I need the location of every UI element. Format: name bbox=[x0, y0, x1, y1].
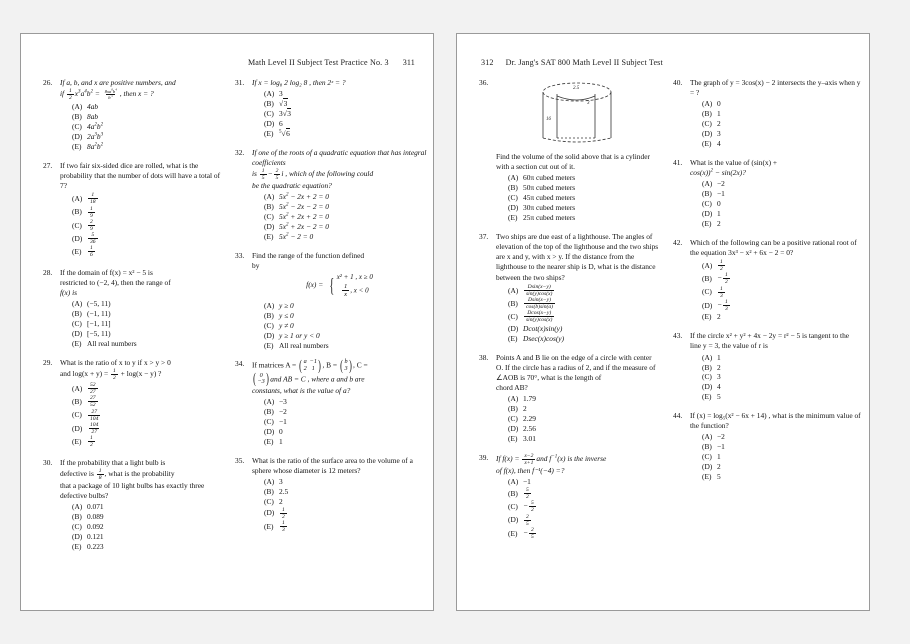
figure-label-side: 16 bbox=[546, 117, 551, 122]
stem-post: , then x = ? bbox=[119, 89, 154, 99]
choice-b[interactable]: (B) −1 bbox=[702, 442, 725, 452]
choice-c[interactable]: (C) [−1, 11] bbox=[72, 319, 111, 329]
choice-d[interactable]: (D) $\frac{2}{5}$ bbox=[508, 513, 529, 527]
question-number: 26. bbox=[43, 78, 53, 87]
choice-c[interactable]: (C) 0 bbox=[702, 199, 721, 209]
question-number: 31. bbox=[235, 78, 245, 87]
question-stem: Which of the following can be a positive rational root of the equation 3x³ − x² + 6x − 2 = 0? bbox=[690, 237, 857, 257]
choice-d[interactable]: (D) y ≥ 1 or y < 0 bbox=[264, 330, 320, 340]
question-stem bbox=[252, 359, 427, 372]
question-44 bbox=[673, 411, 861, 482]
choice-e[interactable]: (E) $5x^2 - 2 = 0$ bbox=[264, 231, 314, 241]
choice-d[interactable]: (D) $\frac{104}{27}$ bbox=[72, 421, 99, 435]
question-number: 39. bbox=[479, 452, 489, 462]
choice-d[interactable]: (D) 2 bbox=[702, 462, 721, 472]
choice-list bbox=[690, 179, 861, 228]
question-stem: What is the ratio of the surface area to the volume of a sphere whose diameter is 12 meters? bbox=[252, 455, 413, 475]
choice-e[interactable]: (E) 25π cubed meters bbox=[508, 212, 576, 222]
question-number: 36. bbox=[479, 78, 489, 87]
choice-b[interactable]: (B) − $\frac{1}{2}$ bbox=[702, 272, 728, 286]
right-page-columns bbox=[457, 78, 869, 604]
question-stem: The graph of y = 3cos(x) − 2 intersects the y–axis when y = ? bbox=[690, 78, 861, 98]
choice-b[interactable]: (B) 1 bbox=[702, 109, 721, 119]
stem-pre: If matrices A = bbox=[252, 360, 297, 370]
stem-pre: if bbox=[60, 89, 65, 99]
choice-a[interactable]: (A) 1 bbox=[702, 352, 721, 362]
question-stem: If x = log₈ 2 log₂ 8 , then 2ˣ = ? bbox=[252, 78, 346, 87]
question-stem-line2: of f(x), then f⁻¹(−4) =? bbox=[496, 465, 565, 475]
stem-post: , what is the probability bbox=[104, 468, 175, 478]
question-stem-line2: cos(x))$^2$ − sin(2x)? bbox=[690, 168, 746, 178]
stem-pre: defective is bbox=[60, 468, 94, 478]
choice-a[interactable]: (A) 0 bbox=[702, 99, 721, 109]
piecewise-function-definition: f(x) = { x² + 1 , x ≥ 0 $\frac{1}{x}$ , x < 0 bbox=[306, 273, 373, 298]
question-number: 33. bbox=[235, 250, 245, 260]
question-29 bbox=[43, 358, 223, 449]
choice-d[interactable]: (D) − $\frac{1}{3}$ bbox=[702, 299, 728, 313]
choice-b[interactable]: (B) −2 bbox=[264, 406, 287, 416]
left-page bbox=[20, 33, 434, 611]
choice-list bbox=[252, 397, 427, 446]
choice-list bbox=[60, 382, 223, 448]
question-stem-line3: constants, what is the value of a? bbox=[252, 385, 351, 395]
question-stem-line2: defective is $\frac{1}{8}$ , what is the probability bbox=[60, 467, 175, 481]
question-stem: If a, b, and x are positive numbers, and bbox=[60, 78, 176, 87]
question-number: 42. bbox=[673, 237, 683, 247]
question-stem-line3: that a package of 10 light bulbs has exactly three defective bulbs? bbox=[60, 480, 205, 500]
choice-d[interactable]: (D) 1 bbox=[702, 208, 721, 218]
question-38 bbox=[479, 353, 659, 444]
matrix-a: ( a −1 2 1 ) bbox=[299, 357, 322, 374]
question-number: 28. bbox=[43, 267, 53, 277]
function-lhs: f(x) = bbox=[306, 280, 324, 290]
choice-a[interactable]: (A) 0.071 bbox=[72, 502, 104, 512]
running-head-title: Dr. Jang's SAT 800 Math Level II Subject Test bbox=[505, 58, 663, 67]
choice-b[interactable]: (B) $\frac{5}{2}$ bbox=[508, 486, 529, 500]
choice-d[interactable]: (D) 30π cubed meters bbox=[508, 203, 576, 213]
choice-d[interactable]: (D) 2.56 bbox=[508, 424, 536, 434]
folio-number: 311 bbox=[402, 58, 415, 67]
question-number: 40. bbox=[673, 78, 683, 87]
choice-d[interactable]: (D) $2a^3b^3$ bbox=[72, 131, 104, 141]
choice-b[interactable]: (B) (−1, 11) bbox=[72, 309, 111, 319]
question-number: 32. bbox=[235, 147, 245, 157]
choice-c[interactable]: (C) 0.092 bbox=[72, 521, 104, 531]
choice-a[interactable]: (A) 1.79 bbox=[508, 394, 536, 404]
choice-e[interactable]: (E) All real numbers bbox=[72, 338, 137, 348]
piece-line-2: $\frac{1}{x}$ , x < 0 bbox=[343, 282, 369, 298]
choice-b[interactable]: (B) 50π cubed meters bbox=[508, 183, 576, 193]
choice-c[interactable]: (C) 45π cubed meters bbox=[508, 193, 576, 203]
question-30 bbox=[43, 458, 223, 552]
choice-a[interactable]: (A) −3 bbox=[264, 397, 287, 407]
choice-list bbox=[252, 301, 427, 350]
choice-b[interactable]: (B) 2 bbox=[702, 362, 721, 372]
question-stem-line2: if $\frac{1}{2}$ $x^3a^4b^2$ = $\frac{8xa^6b^4}{b^{-2}}$ , then x = ? bbox=[60, 87, 154, 102]
choice-e[interactable]: (E) $^5$√6 bbox=[264, 128, 290, 138]
choice-c[interactable]: (C) $\frac{2}{9}$ bbox=[72, 218, 93, 232]
question-stem: If the probability that a light bulb is bbox=[60, 457, 166, 467]
choice-a[interactable]: (A) $\frac{52}{27}$ bbox=[72, 382, 96, 396]
choice-b[interactable]: (B) 8ab bbox=[72, 112, 99, 122]
choice-a[interactable]: (A) y ≥ 0 bbox=[264, 301, 294, 311]
choice-list bbox=[252, 477, 427, 533]
choice-a[interactable]: (A) $\frac{1}{2}$ bbox=[702, 259, 723, 273]
cylinder-with-section-cut-out-icon bbox=[525, 80, 630, 148]
choice-e[interactable]: (E) $\frac{1}{3}$ bbox=[264, 519, 285, 533]
choice-list bbox=[252, 192, 427, 241]
question-27 bbox=[43, 161, 223, 259]
choice-b[interactable]: (B) −1 bbox=[702, 189, 725, 199]
choice-e[interactable]: (E) 0.223 bbox=[72, 541, 104, 551]
question-number: 41. bbox=[673, 157, 683, 167]
question-number: 29. bbox=[43, 357, 53, 367]
running-head-title: Math Level II Subject Test Practice No. 3 bbox=[247, 58, 389, 67]
choice-e[interactable]: (E) − $\frac{2}{5}$ bbox=[508, 526, 534, 540]
question-39 bbox=[479, 453, 659, 540]
question-stem-line3: chord AB? bbox=[496, 383, 528, 393]
stem-mid-2: , C = bbox=[353, 360, 368, 370]
choice-list bbox=[690, 432, 861, 481]
choice-e[interactable]: (E) $\frac{1}{6}$ bbox=[72, 245, 93, 259]
choice-b[interactable]: (B) √3 bbox=[264, 99, 288, 109]
question-stem-line2 bbox=[252, 370, 427, 387]
choice-a[interactable]: (A) (−5, 11) bbox=[72, 299, 111, 309]
choice-c[interactable]: (C) $\frac{27}{104}$ bbox=[72, 408, 99, 422]
choice-c[interactable]: (C) 3 bbox=[702, 372, 721, 382]
question-stem: Points A and B lie on the edge of a circle with center O. If the circle has a radius of 2, and if the measure of bbox=[496, 352, 656, 372]
left-column-2 bbox=[227, 78, 433, 604]
figure-label-inner: 3 bbox=[587, 101, 590, 106]
choice-b[interactable]: (B) $5x^2 - 2x - 2 = 0$ bbox=[264, 202, 329, 212]
choice-d[interactable]: (D) 4 bbox=[702, 382, 721, 392]
question-stem: If the domain of f(x) = x² − 5 is bbox=[60, 267, 153, 277]
choice-d[interactable]: (D) 0.121 bbox=[72, 531, 104, 541]
choice-e[interactable]: (E) 2 bbox=[702, 218, 721, 228]
right-page bbox=[456, 33, 870, 611]
choice-e[interactable]: (E) Dsec(x)cos(y) bbox=[508, 333, 565, 343]
choice-c[interactable]: (C) y ≠ 0 bbox=[264, 320, 294, 330]
question-stem: If the circle x² + y² + 4x − 2y = r² − 5 is tangent to the line y = 3, the value of r is bbox=[690, 331, 850, 351]
question-32 bbox=[235, 148, 427, 242]
question-stem-line2: is $\frac{1}{5}$ − $\frac{2}{5}$ i , which of the following could bbox=[252, 168, 374, 182]
right-column-1 bbox=[457, 78, 663, 604]
question-number: 27. bbox=[43, 160, 53, 170]
choice-e[interactable]: (E) $\frac{1}{2}$ bbox=[72, 435, 93, 449]
choice-a[interactable]: (A) $\frac{Dsin(x-y)}{\sin(y)\cos(x)}$ bbox=[508, 283, 553, 297]
choice-list bbox=[252, 89, 427, 138]
choice-list bbox=[60, 502, 223, 551]
choice-c[interactable]: (C) 2.29 bbox=[508, 414, 536, 424]
choice-c[interactable]: (C) 2 bbox=[702, 119, 721, 129]
question-28 bbox=[43, 268, 223, 349]
choice-e[interactable]: (E) 5 bbox=[702, 392, 721, 402]
choice-d[interactable]: (D) 3 bbox=[702, 129, 721, 139]
choice-e[interactable]: (E) 2 bbox=[702, 312, 721, 322]
question-stem-line3: f(x) is bbox=[60, 288, 78, 298]
left-page-columns bbox=[21, 78, 433, 604]
stem-mid-3: and AB = C , where a and b are bbox=[270, 373, 365, 383]
choice-e[interactable]: (E) 1 bbox=[264, 436, 283, 446]
right-column-2 bbox=[663, 78, 869, 604]
choice-e[interactable]: (E) $8a^2b^2$ bbox=[72, 141, 104, 151]
choice-c[interactable]: (C) $4a^2b^2$ bbox=[72, 121, 104, 131]
question-26 bbox=[43, 78, 223, 152]
question-stem-line2: and log(x + y) = $\frac{1}{2}$ + log(x − y) ? bbox=[60, 368, 162, 382]
choice-b[interactable]: (B) 2 bbox=[508, 404, 527, 414]
question-number: 30. bbox=[43, 457, 53, 467]
question-35 bbox=[235, 456, 427, 534]
question-stem: Two ships are due east of a lighthouse. The angles of elevation of the top of the lighthouse and the two ships are x and y, with x > y. If the distance from the lighthouse to the nearer ship is D, what is the distance between the two ships? bbox=[496, 231, 659, 282]
question-number: 37. bbox=[479, 231, 489, 241]
question-36 bbox=[479, 78, 659, 223]
question-40 bbox=[673, 78, 861, 149]
choice-a[interactable]: (A) 60π cubed meters bbox=[508, 173, 576, 183]
choice-e[interactable]: (E) All real numbers bbox=[264, 340, 329, 350]
choice-d[interactable]: (D) [−5, 11) bbox=[72, 329, 111, 339]
choice-list bbox=[60, 192, 223, 258]
choice-a[interactable]: (A) −2 bbox=[702, 179, 725, 189]
choice-c[interactable]: (C) 1 bbox=[702, 452, 721, 462]
stem-post: i , which of the following could bbox=[281, 169, 374, 179]
choice-d[interactable]: (D) $\frac{5}{36}$ bbox=[72, 232, 96, 246]
matrix-b: ( b 3 ) bbox=[340, 357, 352, 374]
choice-list bbox=[60, 102, 223, 151]
choice-d[interactable]: (D) Dcot(x)sin(y) bbox=[508, 323, 563, 333]
choice-b[interactable]: (B) $\frac{27}{52}$ bbox=[72, 395, 96, 409]
choice-d[interactable]: (D) $\frac{1}{2}$ bbox=[264, 506, 285, 520]
choice-a[interactable]: (A) −1 bbox=[508, 477, 531, 487]
choice-e[interactable]: (E) 3.01 bbox=[508, 433, 536, 443]
matrix-c: ( 0 −3 ) bbox=[253, 370, 270, 387]
choice-b[interactable]: (B) y ≤ 0 bbox=[264, 310, 294, 320]
stem-post: + log(x − y) ? bbox=[120, 369, 162, 379]
cylinder-figure bbox=[496, 78, 659, 152]
choice-list bbox=[496, 284, 659, 343]
choice-e[interactable]: (E) 5 bbox=[702, 472, 721, 482]
question-stem-line2: ∠AOB is 70°, what is the length of bbox=[496, 372, 602, 382]
piece-line-1: x² + 1 , x ≥ 0 bbox=[336, 273, 373, 282]
question-stem: Find the volume of the solid above that is a cylinder with a section cut out of it. bbox=[496, 152, 650, 172]
question-number: 44. bbox=[673, 411, 683, 421]
choice-list bbox=[496, 173, 659, 222]
choice-d[interactable]: (D) 6 bbox=[264, 118, 283, 128]
choice-a[interactable]: (A) $5x^2 - 2x + 2 = 0$ bbox=[264, 192, 329, 202]
choice-a[interactable]: (A) −2 bbox=[702, 432, 725, 442]
question-41 bbox=[673, 158, 861, 229]
question-stem-line2: restricted to (−2, 4), then the range of bbox=[60, 277, 171, 287]
question-43 bbox=[673, 331, 861, 402]
question-31 bbox=[235, 78, 427, 139]
question-33 bbox=[235, 251, 427, 351]
stem-mid: and f bbox=[536, 454, 552, 464]
question-number: 34. bbox=[235, 359, 245, 369]
choice-c[interactable]: (C) $\frac{1}{3}$ bbox=[702, 285, 723, 299]
question-stem: Find the range of the function defined bbox=[252, 250, 365, 260]
choice-a[interactable]: (A) $\frac{1}{18}$ bbox=[72, 192, 96, 206]
folio-number: 312 bbox=[481, 58, 494, 67]
question-34 bbox=[235, 359, 427, 446]
choice-list bbox=[690, 259, 861, 322]
question-42 bbox=[673, 238, 861, 322]
stem-post: (x) is the inverse bbox=[557, 454, 607, 464]
question-stem-line2: by bbox=[252, 260, 260, 270]
question-stem: If f(x) = $\frac{x-2}{x+1}$ and $f^{-1}(x)$ is the inverse bbox=[496, 452, 607, 466]
choice-list bbox=[496, 477, 659, 540]
choice-d[interactable]: (D) $5x^2 + 2x - 2 = 0$ bbox=[264, 221, 329, 231]
choice-d[interactable]: (D) 0 bbox=[264, 426, 283, 436]
choice-list bbox=[690, 353, 861, 402]
choice-c[interactable]: (C) − $\frac{5}{2}$ bbox=[508, 500, 534, 514]
choice-c[interactable]: (C) $5x^2 + 2x + 2 = 0$ bbox=[264, 212, 329, 222]
question-stem-line3: be the quadratic equation? bbox=[252, 181, 332, 191]
choice-list bbox=[60, 299, 223, 348]
running-head-right bbox=[481, 58, 663, 67]
choice-c[interactable]: (C) 3√3 bbox=[264, 108, 291, 118]
stem-pre: If f(x) = bbox=[496, 454, 520, 464]
question-stem: What is the ratio of x to y if x > y > 0 bbox=[60, 357, 171, 367]
stem-post: − sin(2x)? bbox=[714, 168, 746, 178]
choice-a[interactable]: (A) 3 bbox=[264, 476, 283, 486]
choice-b[interactable]: (B) 0.089 bbox=[72, 512, 104, 521]
choice-c[interactable]: (C) 2 bbox=[264, 496, 283, 506]
stem-mid-1: , B = bbox=[322, 360, 338, 370]
choice-c[interactable]: (C) −1 bbox=[264, 416, 287, 426]
left-column-1 bbox=[21, 78, 227, 604]
running-head-left bbox=[248, 58, 415, 67]
choice-list bbox=[496, 394, 659, 443]
choice-a[interactable]: (A) 4ab bbox=[72, 102, 99, 112]
choice-a[interactable]: (A) 3 bbox=[264, 89, 283, 99]
choice-b[interactable]: (B) $\frac{1}{9}$ bbox=[72, 205, 93, 219]
question-stem: If one of the roots of a quadratic equation that has integral coefficients bbox=[252, 147, 427, 167]
choice-c[interactable]: (C) $\frac{Dcos(x-y)}{\sin(y)\cos(x)}$ bbox=[508, 310, 553, 324]
question-stem: If two fair six-sided dice are rolled, what is the probability that the number of dots will have a total of 7? bbox=[60, 160, 221, 191]
question-37 bbox=[479, 232, 659, 344]
choice-e[interactable]: (E) 4 bbox=[702, 138, 721, 148]
choice-b[interactable]: (B) 2.5 bbox=[264, 486, 289, 496]
figure-label-top: 2.5 bbox=[573, 86, 580, 91]
choice-list bbox=[690, 99, 861, 148]
question-number: 43. bbox=[673, 331, 683, 341]
question-stem: What is the value of (sin(x) + bbox=[690, 157, 778, 167]
question-stem: If (x) = log₅(x² − 6x + 14) , what is the minimum value of the function? bbox=[690, 411, 861, 431]
stem-pre: and log(x + y) = bbox=[60, 369, 109, 379]
choice-b[interactable]: (B) $\frac{Dsin(x-y)}{\cos(b)\sin(a)}$ bbox=[508, 297, 554, 311]
stem-pre: cos(x)) bbox=[690, 168, 711, 178]
question-number: 35. bbox=[235, 455, 245, 465]
question-number: 38. bbox=[479, 352, 489, 362]
stem-pre: is bbox=[252, 169, 257, 179]
